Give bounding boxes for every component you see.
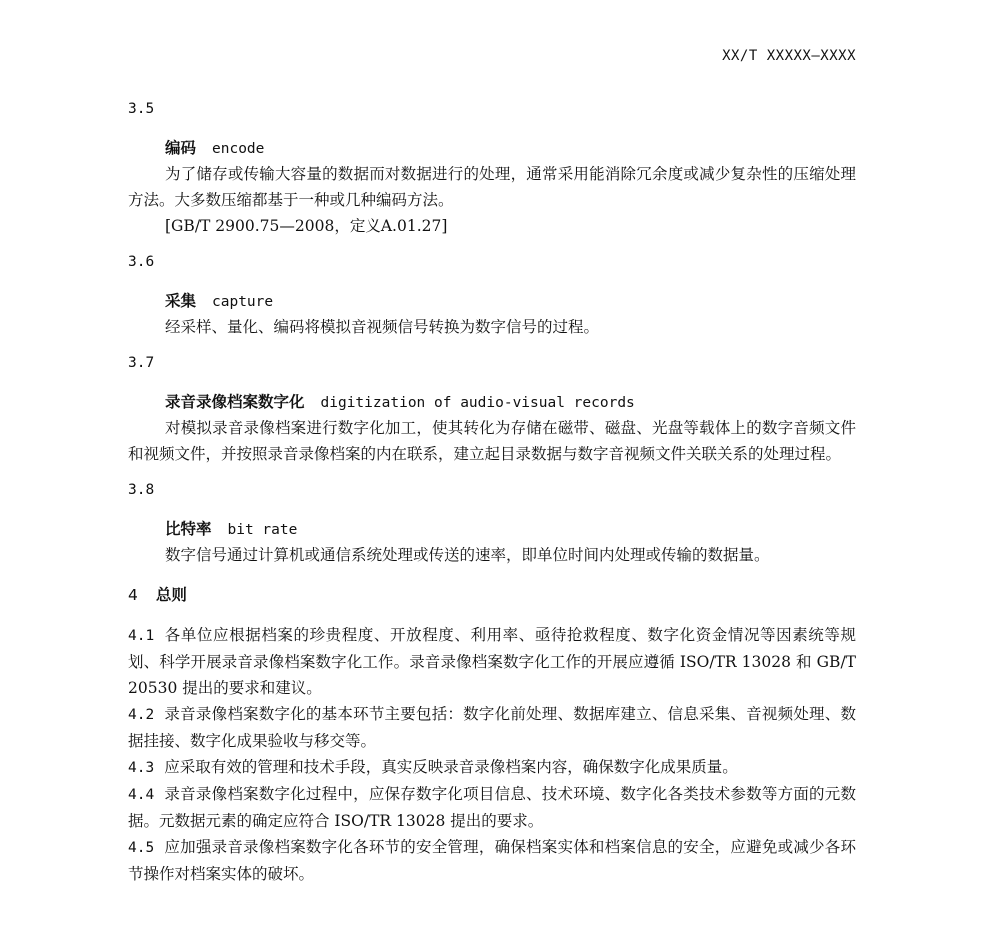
term-definition: 为了储存或传输大容量的数据而对数据进行的处理，通常采用能消除冗余度或减少复杂性的压缩处理方法。大多数压缩都基于一种或几种编码方法。 — [128, 165, 856, 209]
clause-text: 录音录像档案数字化过程中，应保存数字化项目信息、技术环境、数字化各类技术参数等方面的元数据。元数据元素的确定应符合 ISO/TR 13028 提出的要求。 — [128, 785, 856, 830]
clause-text: 录音录像档案数字化的基本环节主要包括：数字化前处理、数据库建立、信息采集、音视频处理、数据挂接、数字化成果验收与移交等。 — [128, 705, 856, 750]
term-definition: 对模拟录音录像档案进行数字化加工，使其转化为存储在磁带、磁盘、光盘等载体上的数字音频文件和视频文件，并按照录音录像档案的内在联系，建立起目录数据与数字音视频文件关联关系的处理过程。 — [128, 419, 856, 463]
term-chinese: 采集 — [165, 292, 197, 310]
term-chinese: 比特率 — [165, 520, 212, 538]
clause-number: 4.5 — [128, 840, 155, 856]
term-title — [165, 288, 856, 314]
clause-item — [128, 781, 856, 834]
document-body — [128, 96, 856, 887]
section-number: 4 — [128, 586, 138, 604]
term-entry — [128, 477, 856, 568]
term-entry — [128, 96, 856, 249]
clause-text: 应加强录音录像档案数字化各环节的安全管理，确保档案实体和档案信息的安全，应避免或减少各环节操作对档案实体的破坏。 — [128, 838, 856, 883]
term-title — [165, 516, 856, 542]
term-english: capture — [212, 294, 274, 310]
clause-item — [128, 622, 856, 701]
term-title — [165, 389, 856, 415]
term-title — [165, 135, 856, 161]
term-english: digitization of audio-visual records — [320, 395, 635, 411]
term-number: 3.5 — [128, 101, 155, 117]
section-heading — [128, 582, 856, 608]
term-chinese: 编码 — [165, 139, 197, 157]
term-number: 3.6 — [128, 254, 155, 270]
clause-item — [128, 701, 856, 754]
clause-number: 4.2 — [128, 707, 155, 723]
document-code: XX/T XXXXX—XXXX — [722, 48, 856, 64]
clause-text: 应采取有效的管理和技术手段，真实反映录音录像档案内容，确保数字化成果质量。 — [164, 758, 738, 776]
term-number: 3.7 — [128, 355, 155, 371]
clause-number: 4.1 — [128, 628, 155, 644]
clause-text: 各单位应根据档案的珍贵程度、开放程度、利用率、亟待抢救程度、数字化资金情况等因素统等规划、科学开展录音录像档案数字化工作。录音录像档案数字化工作的开展应遵循 ISO/TR 13028 和 GB/T 20530 提出的要求和建议。 — [128, 626, 856, 697]
clause-number: 4.4 — [128, 787, 155, 803]
term-english: bit rate — [227, 522, 298, 538]
term-entry — [128, 350, 856, 477]
term-definition: 数字信号通过计算机或通信系统处理或传送的速率，即单位时间内处理或传输的数据量。 — [165, 546, 770, 564]
term-number: 3.8 — [128, 482, 155, 498]
clause-number: 4.3 — [128, 760, 155, 776]
term-source: [GB/T 2900.75—2008，定义A.01.27] — [165, 217, 448, 235]
section-title: 总则 — [155, 586, 187, 604]
term-entry — [128, 249, 856, 350]
term-definition: 经采样、量化、编码将模拟音视频信号转换为数字信号的过程。 — [165, 318, 600, 336]
term-chinese: 录音录像档案数字化 — [165, 393, 305, 411]
clause-item — [128, 834, 856, 887]
clause-item — [128, 754, 856, 781]
term-english: encode — [212, 141, 265, 157]
